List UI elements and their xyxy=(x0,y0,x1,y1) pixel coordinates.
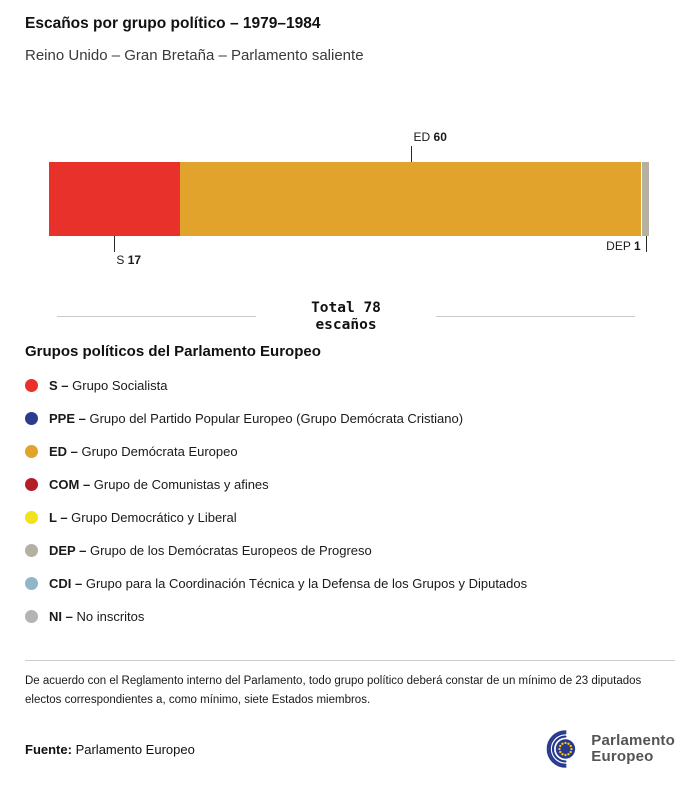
legend-item-ppe xyxy=(25,411,675,426)
legend-item-cdi xyxy=(25,576,675,591)
segment-label: ED 60 xyxy=(413,130,447,144)
footnote: De acuerdo con el Reglamento interno del Parlamento, todo grupo político deberá constar de un mínimo de 23 diputados electos correspondientes a, como mínimo, siete Estados miembros. xyxy=(25,675,642,706)
legend-item-ni xyxy=(25,609,675,624)
legend-dot-dep xyxy=(25,544,38,557)
legend-label: PPE – Grupo del Partido Popular Europeo (Grupo Demócrata Cristiano) xyxy=(49,411,464,427)
seats-bar-chart xyxy=(25,126,675,274)
legend-dot-ni xyxy=(25,610,38,623)
ep-logo[interactable] xyxy=(535,729,675,769)
legend-label: DEP – Grupo de los Demócratas Europeos de Progreso xyxy=(49,543,372,559)
segment-label: DEP 1 xyxy=(606,239,641,253)
footer xyxy=(25,729,675,769)
legend-dot-ppe xyxy=(25,412,38,425)
total-left-rule xyxy=(57,316,256,317)
source xyxy=(25,742,195,757)
ep-logo-icon xyxy=(535,729,583,769)
source-label: Fuente: xyxy=(25,741,72,757)
legend-label: COM – Grupo de Comunistas y afines xyxy=(49,477,269,493)
total-line1: Total 78 xyxy=(311,300,381,316)
legend-dot-s xyxy=(25,379,38,392)
total-seats xyxy=(57,300,635,333)
legend-heading: Grupos políticos del Parlamento Europeo xyxy=(25,343,321,361)
legend-label: ED – Grupo Demócrata Europeo xyxy=(49,444,238,460)
bar-segment-s[interactable] xyxy=(49,162,180,267)
legend-item-l xyxy=(25,510,675,525)
legend-item-dep xyxy=(25,543,675,558)
ep-logo-text xyxy=(591,733,675,765)
legend-label: CDI – Grupo para la Coordinación Técnica y la Defensa de los Grupos y Diputados xyxy=(49,576,528,592)
legend-label: S – Grupo Socialista xyxy=(49,378,168,394)
source-value: Parlamento Europeo xyxy=(75,741,195,757)
legend-label: L – Grupo Democrático y Liberal xyxy=(49,510,237,526)
total-right-rule xyxy=(436,316,635,317)
seats-bar xyxy=(49,130,649,267)
page-title: Escaños por grupo político – 1979–1984 xyxy=(25,15,321,32)
legend-dot-com xyxy=(25,478,38,491)
logo-text-line1: Parlamento xyxy=(591,732,675,750)
bar-segment-ed[interactable] xyxy=(180,130,642,236)
segment-pointer xyxy=(114,236,115,252)
logo-text-line2: Europeo xyxy=(591,748,654,766)
bar-segment-dep[interactable] xyxy=(606,162,649,253)
legend-item-ed xyxy=(25,444,675,459)
segment-label: S 17 xyxy=(116,253,142,267)
legend-label: NI – No inscritos xyxy=(49,609,145,625)
legend-item-com xyxy=(25,477,675,492)
segment-pointer xyxy=(411,146,412,162)
page-subtitle: Reino Unido – Gran Bretaña – Parlamento saliente xyxy=(25,47,364,64)
legend-dot-ed xyxy=(25,445,38,458)
total-seats-text xyxy=(311,300,381,333)
legend-item-s xyxy=(25,378,675,393)
legend xyxy=(25,378,675,624)
segment-pointer xyxy=(646,236,647,252)
legend-dot-l xyxy=(25,511,38,524)
legend-dot-cdi xyxy=(25,577,38,590)
total-line2: escaños xyxy=(315,316,377,333)
divider xyxy=(25,660,675,661)
